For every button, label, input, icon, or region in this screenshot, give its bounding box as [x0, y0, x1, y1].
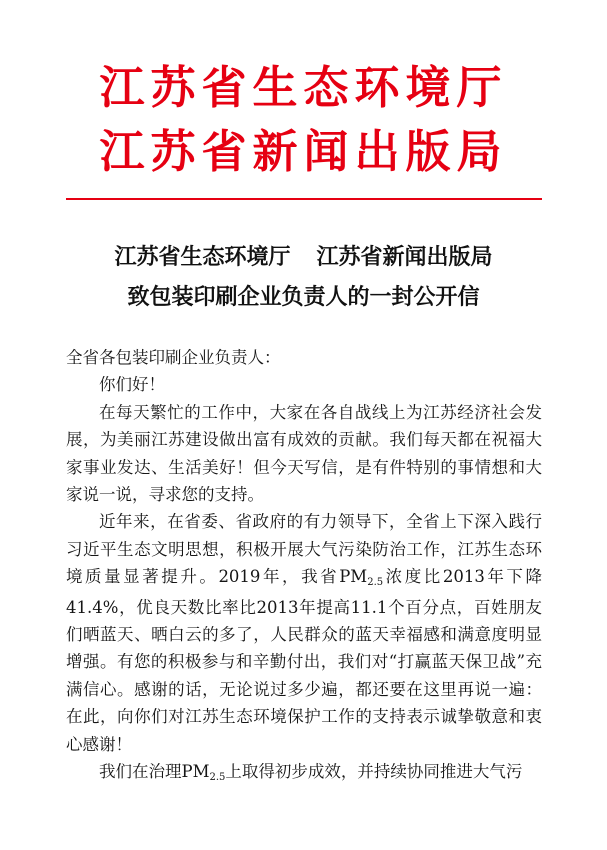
- letter-body: [66, 344, 542, 789]
- letterhead-line-environment-dept: 江苏省生态环境厅: [99, 61, 508, 114]
- red-letterhead: [0, 56, 607, 184]
- title-organizations: [0, 238, 607, 278]
- document-title: [0, 238, 607, 318]
- paragraph-3-part-a: 我们在治理PM: [99, 762, 210, 782]
- paragraph-2: [66, 508, 542, 758]
- salutation: 全省各包装印刷企业负责人：: [66, 348, 281, 367]
- letterhead-line-press-bureau: 江苏省新闻出版局: [99, 125, 508, 178]
- paragraph-2-part-b: 浓度比2013年下降41.4%，优良天数比率比2013年提高11.1个百分点，百姓朋友们晒蓝天、晒白云的多了，人民群众的蓝天幸福感和满意度明显增强。有您的积极参与和辛勤付出，我们对“打赢蓝天保卫战”充满信心。感谢的话，无论说过多少遍，都还要在这里再说一遍：在此，向你们对江苏生态环境保护工作的支持表示诚挚敬意和衷心感谢！: [66, 567, 542, 754]
- paragraph-3-part-b: 上取得初步成效，并持续协同推进大气污: [225, 762, 523, 782]
- red-divider-line: [66, 198, 542, 200]
- greeting: 你们好！: [99, 375, 165, 395]
- title-org-environment: 江苏省生态环境厅: [114, 245, 291, 270]
- paragraph-1: 在每天繁忙的工作中，大家在各自战线上为江苏经济社会发展，为美丽江苏建设做出富有成效的贡献。我们每天都在祝福大家事业发达、生活美好！但今天写信，是有件特别的事情想和大家说一说，寻求您的支持。: [66, 402, 542, 505]
- title-org-press: 江苏省新闻出版局: [316, 245, 493, 270]
- pm-subscript: 2.5: [209, 772, 226, 784]
- paragraph-3: [66, 758, 542, 788]
- paragraph-2-part-a: 近年来，在省委、省政府的有力领导下，全省上下深入践行习近平生态文明思想，积极开展大气污染防治工作，江苏生态环境质量显著提升。2019年，我省PM: [66, 512, 542, 587]
- pm-subscript: 2.5: [367, 577, 384, 589]
- title-subtitle: 致包装印刷企业负责人的一封公开信: [127, 285, 480, 310]
